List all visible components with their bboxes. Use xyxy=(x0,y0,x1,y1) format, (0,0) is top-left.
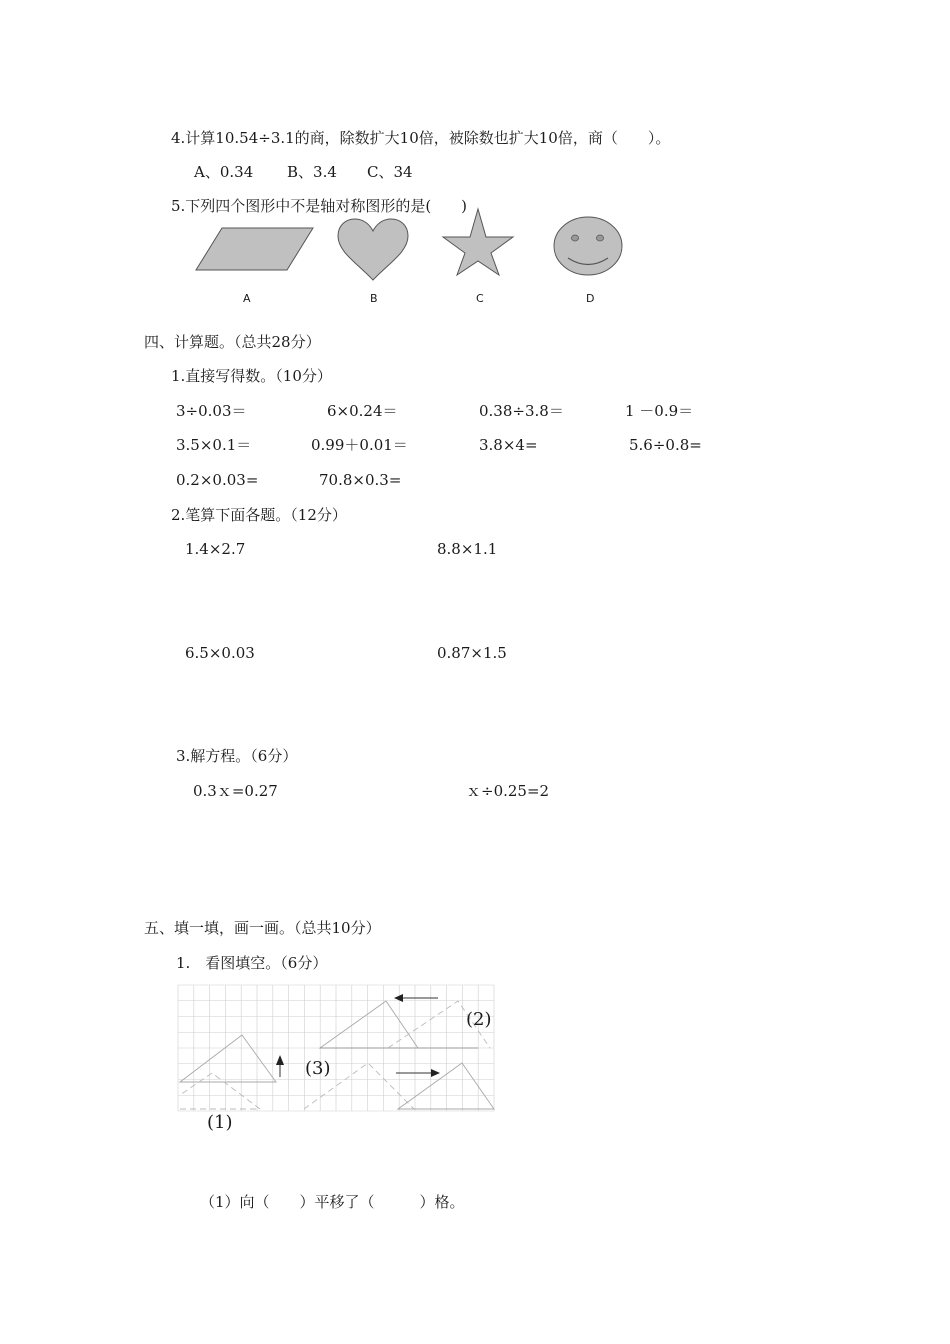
mental-calc-item: 6×0.24＝ xyxy=(327,402,398,420)
mental-calc-item: 3.5×0.1＝ xyxy=(176,436,252,454)
written-calc-item: 6.5×0.03 xyxy=(185,644,255,662)
smiley-icon xyxy=(552,215,624,277)
section-5-title: 五、填一填，画一画。（总共10分） xyxy=(144,919,381,937)
arrow-up-head xyxy=(276,1055,284,1065)
figure-label-3: (3) xyxy=(305,1058,331,1079)
written-calc-item: 8.8×1.1 xyxy=(437,540,498,558)
mental-calc-item: 3÷0.03＝ xyxy=(176,402,247,420)
grid-shape xyxy=(180,1073,260,1109)
equation-item: 0.3ｘ=0.27 xyxy=(193,782,278,800)
question-4-text: 4.计算10.54÷3.1的商，除数扩大10倍，被除数也扩大10倍，商（ ）。 xyxy=(171,129,671,147)
mental-calc-item: 3.8×4= xyxy=(479,436,538,454)
question-5-text: 5.下列四个图形中不是轴对称图形的是( ) xyxy=(171,197,468,215)
figure-label-2: (2) xyxy=(466,1009,492,1030)
grid-shape xyxy=(398,1063,494,1109)
option-b: B、3.4 xyxy=(287,163,337,181)
mental-calc-item: 1 －0.9＝ xyxy=(625,402,694,420)
part-1-title: 1. 看图填空。（6分） xyxy=(176,954,328,972)
grid-shape xyxy=(180,1035,276,1082)
mental-calc-item: 70.8×0.3= xyxy=(319,471,402,489)
option-c: C、34 xyxy=(367,163,413,181)
option-a: A、0.34 xyxy=(194,163,254,181)
heart-icon xyxy=(336,218,410,282)
shape-label-d: D xyxy=(586,292,595,305)
arrow-right-head xyxy=(431,1069,440,1077)
star-icon xyxy=(442,208,514,276)
grid-shape xyxy=(320,1001,418,1048)
shape-label-b: B xyxy=(370,292,378,305)
mental-calc-item: 0.99＋0.01＝ xyxy=(311,436,408,454)
part-3-title: 3.解方程。（6分） xyxy=(176,747,298,765)
mental-calc-item: 0.38÷3.8＝ xyxy=(479,402,564,420)
mental-calc-item: 5.6÷0.8= xyxy=(629,436,702,454)
fill-blank-1: （1）向（ ）平移了（ ）格。 xyxy=(200,1193,465,1211)
mental-calc-item: 0.2×0.03= xyxy=(176,471,259,489)
shape-label-a: A xyxy=(243,292,251,305)
part-1-title: 1.直接写得数。（10分） xyxy=(171,367,332,385)
figure-label-1: (1) xyxy=(207,1112,233,1133)
part-2-title: 2.笔算下面各题。（12分） xyxy=(171,506,347,524)
parallelogram-icon xyxy=(195,226,315,272)
written-calc-item: 0.87×1.5 xyxy=(437,644,507,662)
translation-grid xyxy=(178,985,498,1115)
shape-label-c: C xyxy=(476,292,484,305)
written-calc-item: 1.4×2.7 xyxy=(185,540,246,558)
section-4-title: 四、计算题。（总共28分） xyxy=(144,333,321,351)
equation-item: ｘ÷0.25=2 xyxy=(466,782,550,800)
